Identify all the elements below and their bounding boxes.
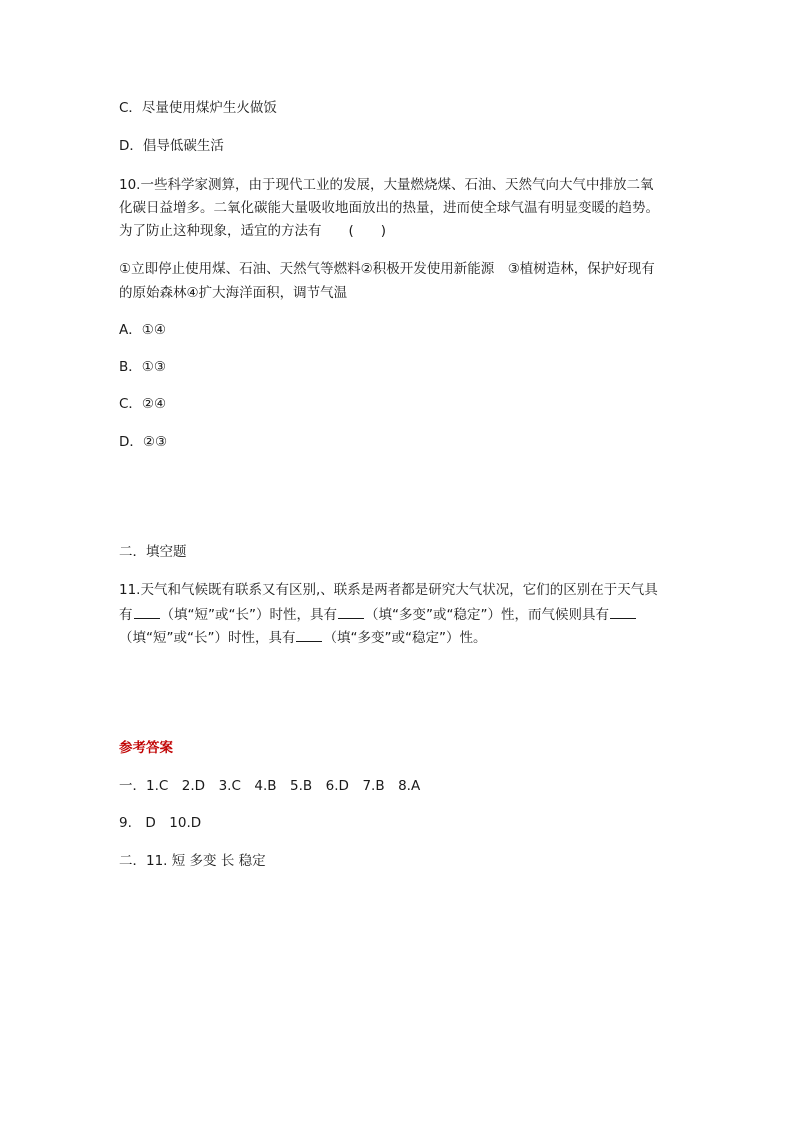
fill-blank[interactable] [338,604,364,619]
fill-blank[interactable] [610,604,636,619]
q9-option-c: C．尽量使用煤炉生火做饭 [119,100,277,116]
q10-stem-line1: 10.一些科学家测算，由于现代工业的发展，大量燃烧煤、石油、天然气向大气中排放二氧 [119,177,654,193]
answers-line1: 一．1.C 2.D 3.C 4.B 5.B 6.D 7.B 8.A [119,778,421,794]
section2-title: 二．填空题 [119,544,187,560]
q11-line3 [119,627,486,648]
q11-text: （填“多变”或“稳定”）性，而气候则具有 [364,607,609,623]
q11-text: （填“多变”或“稳定”）性。 [323,630,487,646]
fill-blank[interactable] [296,627,322,642]
fill-blank[interactable] [134,604,160,619]
q10-stem-line3: 为了防止这种现象，适宜的方法有 ( ) [119,223,387,239]
q11-text: 有 [119,607,133,623]
q11-text: （填“短”或“长”）时性，具有 [119,630,296,646]
q10-choices-line2: 的原始森林④扩大海洋面积，调节气温 [119,285,348,301]
q10-stem-line2: 化碳日益增多。二氧化碳能大量吸收地面放出的热量，进而使全球气温有明显变暖的趋势。 [119,200,659,216]
q10-option-b: B．①③ [119,359,166,375]
answers-line2: 9. D 10.D [119,815,202,831]
answers-line3: 二．11. 短 多变 长 稳定 [119,853,266,869]
q11-line2 [119,604,637,625]
q11-text: （填“短”或“长”）时性，具有 [160,607,337,623]
q10-option-a: A．①④ [119,322,166,338]
q11-line1: 11.天气和气候既有联系又有区别,、联系是两者都是研究大气状况，它们的区别在于天气具 [119,582,658,598]
q10-option-d: D．②③ [119,434,168,450]
q10-option-c: C．②④ [119,396,167,412]
q10-choices-line1: ①立即停止使用煤、石油、天然气等燃料②积极开发使用新能源 ③植树造林，保护好现有 [119,261,655,277]
q9-option-d: D．倡导低碳生活 [119,138,224,154]
answers-title: 参考答案 [119,740,173,756]
